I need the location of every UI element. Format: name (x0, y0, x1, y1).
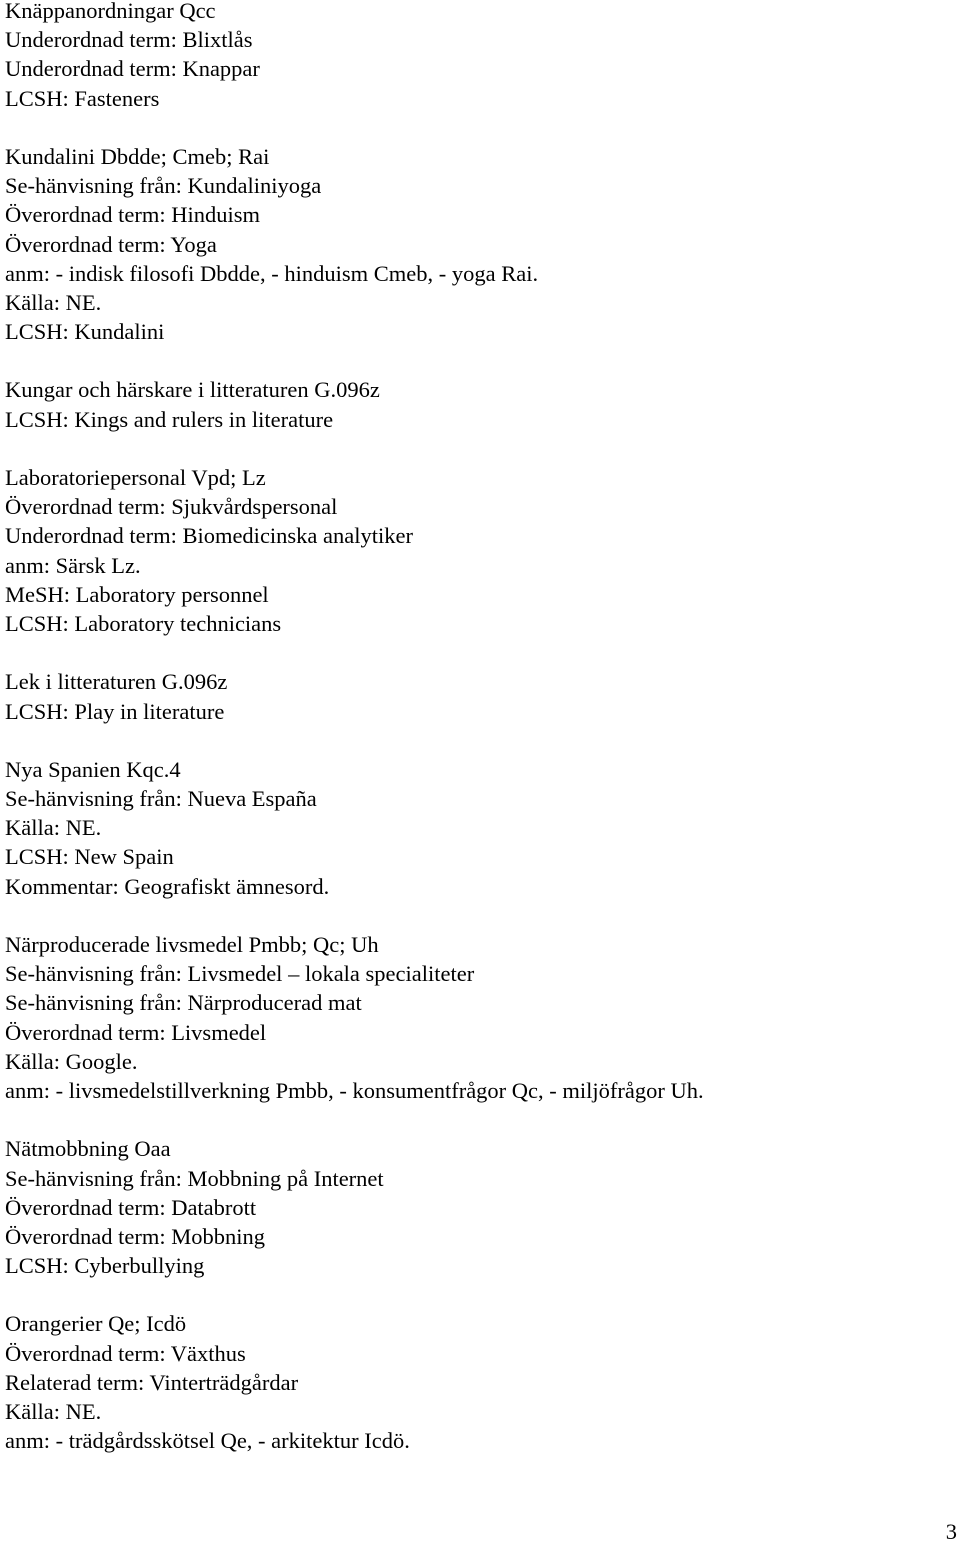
entry-line: anm: Särsk Lz. (5, 552, 141, 578)
entry-knappanordningar (5, 0, 945, 113)
entry-line: Överordnad term: Sjukvårdspersonal (5, 494, 338, 520)
entry-heading: Närproducerade livsmedel Pmbb; Qc; Uh (5, 932, 379, 957)
entry-orangerier (5, 1309, 945, 1455)
entry-kundalini (5, 142, 945, 346)
entry-line: LCSH: Laboratory technicians (5, 610, 282, 636)
entry-heading: Lek i litteraturen G.096z (5, 669, 228, 695)
entry-lek-i-litteraturen (5, 667, 945, 725)
entry-line: Överordnad term: Databrott (5, 1194, 257, 1220)
page-number: 3 (945, 1519, 957, 1544)
entry-line: LCSH: Play in literature (5, 698, 225, 724)
entry-line: anm: - trädgårdsskötsel Qe, - arkitektur Icdö. (5, 1428, 410, 1454)
entry-heading: Knäppanordningar Qcc (5, 0, 216, 23)
entry-line: LCSH: New Spain (5, 844, 174, 870)
entry-line: LCSH: Kundalini (5, 319, 165, 345)
entry-heading: Orangerier Qe; Icdö (5, 1311, 187, 1337)
entry-line: Se-hänvisning från: Mobbning på Internet (5, 1165, 384, 1191)
entry-line: LCSH: Fasteners (5, 85, 160, 111)
entry-narproducerade-livsmedel (5, 930, 945, 1105)
entry-line: Se-hänvisning från: Kundaliniyoga (5, 173, 322, 199)
entry-heading: Kungar och härskare i litteraturen G.096z (5, 377, 380, 403)
entry-line: Se-hänvisning från: Närproducerad mat (5, 990, 362, 1016)
entry-kungar-och-harskare (5, 375, 945, 433)
entry-line: Källa: NE. (5, 289, 102, 315)
entry-line: Överordnad term: Hinduism (5, 202, 260, 228)
entry-line: Underordnad term: Biomedicinska analytiker (5, 523, 413, 549)
entry-line: Kommentar: Geografiskt ämnesord. (5, 873, 330, 899)
entry-line: Överordnad term: Yoga (5, 231, 217, 257)
entry-heading: Nätmobbning Oaa (5, 1136, 171, 1162)
entry-heading: Nya Spanien Kqc.4 (5, 756, 181, 782)
entry-natmobbning (5, 1134, 945, 1280)
entry-nya-spanien (5, 755, 945, 901)
entry-line: anm: - indisk filosofi Dbdde, - hinduism Cmeb, - yoga Rai. (5, 260, 539, 286)
entry-line: Se-hänvisning från: Livsmedel – lokala specialiteter (5, 961, 475, 987)
entry-line: Underordnad term: Blixtlås (5, 27, 253, 53)
entry-line: Källa: Google. (5, 1048, 138, 1074)
entry-line: LCSH: Kings and rulers in literature (5, 406, 334, 432)
entry-laboratoriepersonal (5, 463, 945, 638)
entry-line: anm: - livsmedelstillverkning Pmbb, - konsumentfrågor Qc, - miljöfrågor Uh. (5, 1077, 704, 1103)
entry-heading: Laboratoriepersonal Vpd; Lz (5, 465, 266, 490)
thesaurus-entries (5, 0, 945, 1485)
entry-line: MeSH: Laboratory personnel (5, 581, 269, 607)
entry-line: Källa: NE. (5, 1399, 102, 1424)
entry-line: Överordnad term: Livsmedel (5, 1019, 267, 1045)
entry-line: Överordnad term: Växthus (5, 1340, 246, 1366)
entry-heading: Kundalini Dbdde; Cmeb; Rai (5, 143, 270, 169)
entry-line: Se-hänvisning från: Nueva España (5, 786, 317, 812)
entry-line: Källa: NE. (5, 815, 102, 841)
entry-line: Underordnad term: Knappar (5, 56, 260, 82)
entry-line: Överordnad term: Mobbning (5, 1223, 265, 1249)
entry-line: Relaterad term: Vinterträdgårdar (5, 1369, 299, 1395)
entry-line: LCSH: Cyberbullying (5, 1253, 205, 1279)
